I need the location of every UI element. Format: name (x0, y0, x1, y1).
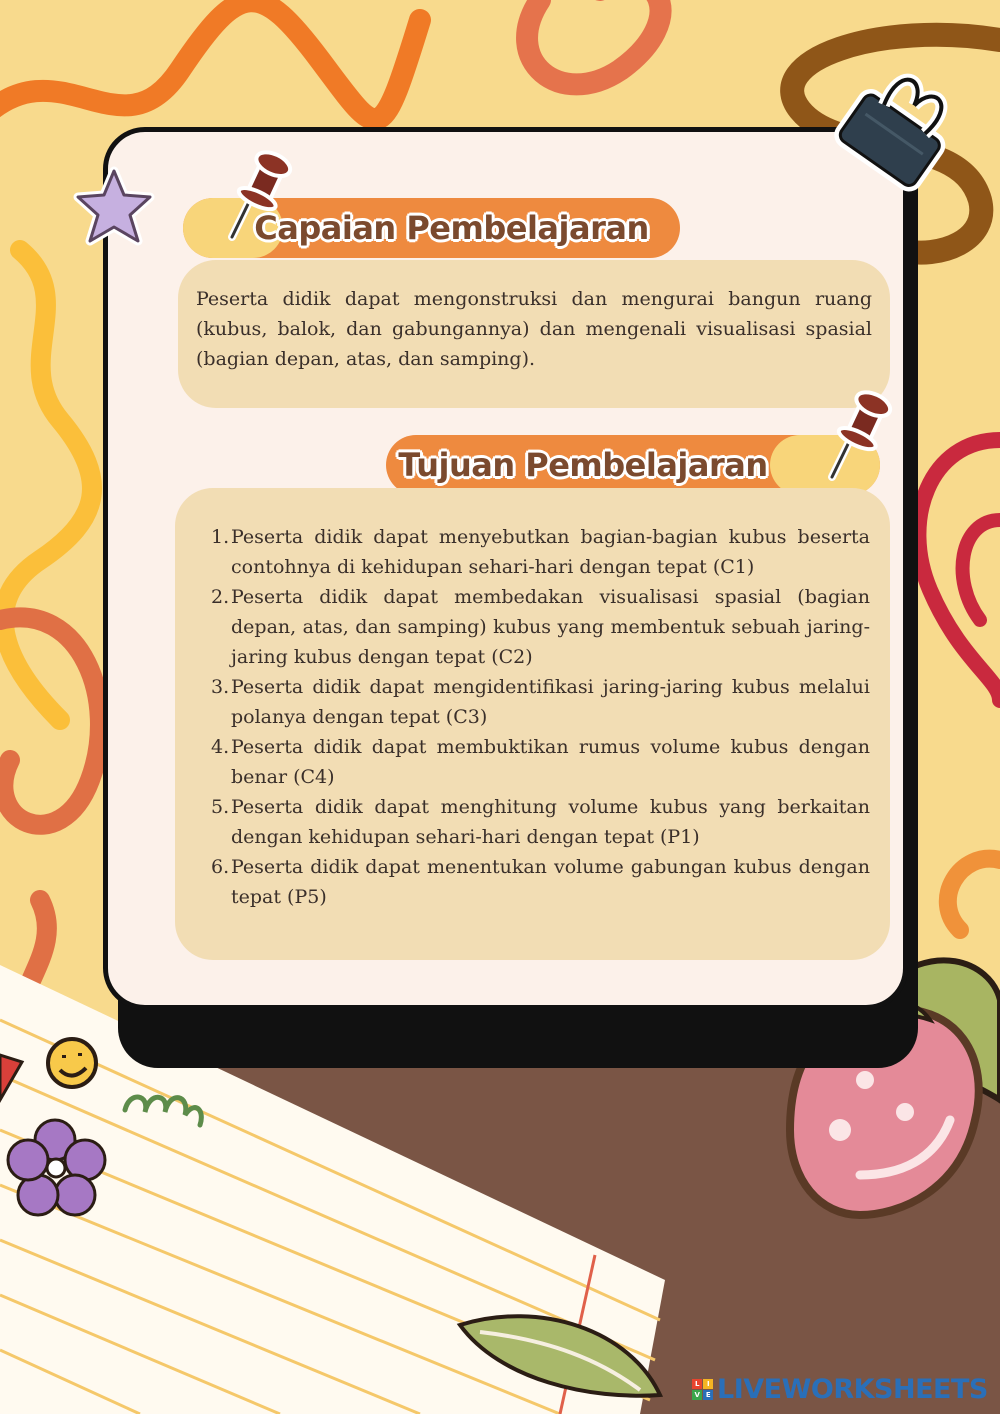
tujuan-list (175, 522, 870, 912)
squiggle-line (527, 0, 660, 84)
list-item (175, 732, 870, 792)
capaian-text: Peserta didik dapat mengonstruksi dan mengurai bangun ruang (kubus, balok, dan gabungannya) dan mengenali visualisasi spasial (bagian depan, atas, dan samping). (196, 288, 872, 370)
logo-text: LIVEWORKSHEETS (717, 1373, 988, 1405)
logo-grid-icon: L I V E (692, 1379, 713, 1400)
capaian-box (178, 260, 890, 408)
list-item (175, 522, 870, 582)
tujuan-box (175, 488, 890, 960)
list-number: 2. (211, 586, 230, 608)
list-item-text: Peserta didik dapat menghitung volume kubus yang berkaitan dengan kehidupan sehari-hari dengan tepat (P1) (231, 796, 870, 848)
list-number: 3. (211, 676, 230, 698)
binder-clip-icon (822, 55, 972, 205)
list-number: 1. (211, 526, 230, 548)
pushpin-icon (822, 385, 902, 485)
list-number: 4. (211, 736, 230, 758)
list-item-text: Peserta didik dapat menyebutkan bagian-bagian kubus beserta contohnya di kehidupan sehari-hari dengan tepat (C1) (231, 526, 870, 578)
capaian-title: Capaian Pembelajaran (254, 209, 649, 247)
squiggle-line (948, 859, 1000, 930)
list-item-text: Peserta didik dapat membuktikan rumus volume kubus dengan benar (C4) (231, 736, 870, 788)
list-item (175, 792, 870, 852)
list-item-text: Peserta didik dapat menentukan volume gabungan kubus dengan tepat (P5) (231, 856, 870, 908)
squiggle-line (963, 520, 1000, 620)
list-item-text: Peserta didik dapat membedakan visualisasi spasial (bagian depan, atas, dan samping) kubus yang membentuk sebuah jaring-jaring kubus dengan tepat (C2) (231, 586, 870, 668)
list-number: 6. (211, 856, 230, 878)
list-item (175, 582, 870, 672)
tujuan-title-pill (386, 435, 880, 495)
list-item-text: Peserta didik dapat mengidentifikasi jaring-jaring kubus melalui polanya dengan tepat (C3) (231, 676, 870, 728)
liveworksheets-logo[interactable] (692, 1372, 988, 1406)
squiggle-line (0, 1, 420, 120)
list-item (175, 852, 870, 912)
star-sticker (72, 165, 156, 249)
list-number: 5. (211, 796, 230, 818)
smiley-doodle (48, 1039, 96, 1087)
list-item (175, 672, 870, 732)
tujuan-title: Tujuan Pembelajaran (398, 446, 768, 484)
